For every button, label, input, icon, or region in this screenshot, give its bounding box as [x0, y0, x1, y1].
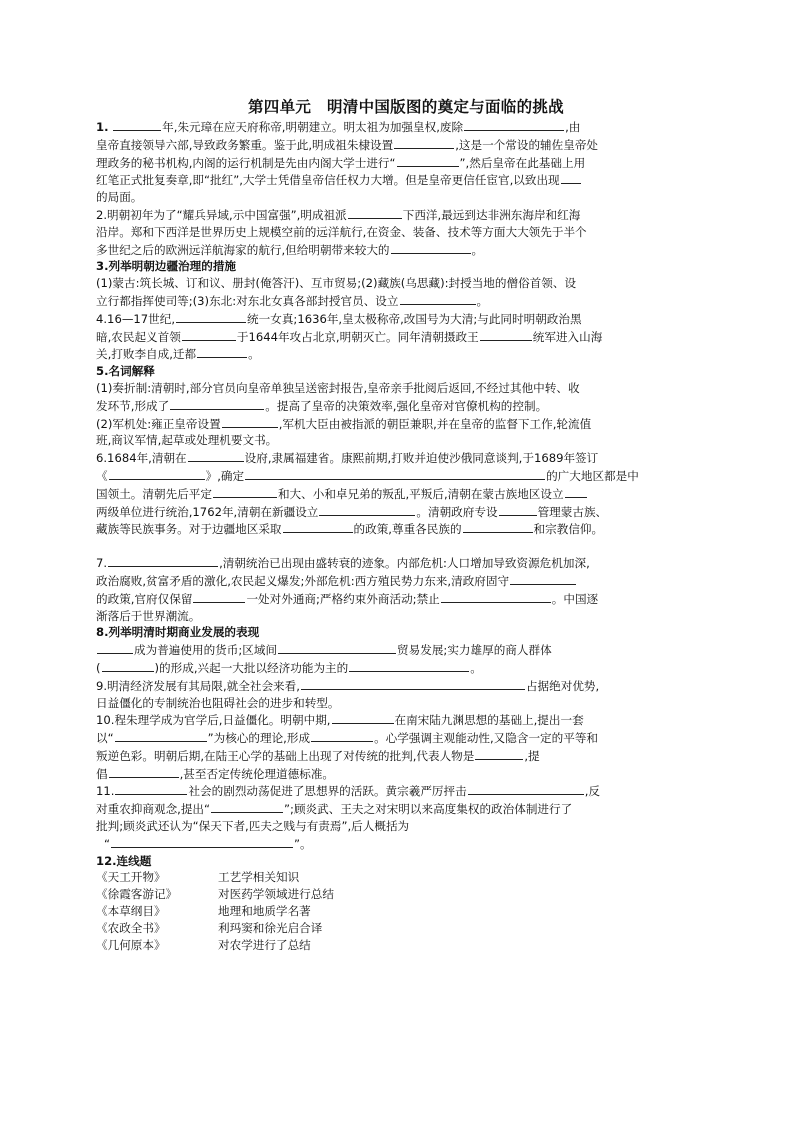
- q10-text: ,甚至否定传统伦理道德标准。: [179, 766, 335, 781]
- q9-text: 日益僵化的专制统治也阻碍社会的进步和转型。: [96, 695, 340, 710]
- q8-blank-2[interactable]: [278, 641, 396, 654]
- q3-text: 立行都指挥使司等;(3)东北:对东北女真各部封授官员、设立: [96, 293, 399, 308]
- q8-blank-1[interactable]: [97, 641, 133, 654]
- worksheet-page: [96, 96, 708, 953]
- q4-text: 4.16—17世纪,: [96, 311, 176, 326]
- q1-text: 红笔正式批复奏章,即“批红”,大学士凭借皇帝信任权力大增。但是皇帝更信任宦官,以致出现: [96, 173, 560, 188]
- q11-text: 对重农抑商观念,提出“: [96, 802, 211, 817]
- q1-blank-2[interactable]: [464, 118, 564, 131]
- q5-text: 。提高了皇帝的决策效率,强化皇帝对官僚机构的控制。: [265, 398, 548, 413]
- q6-text: 藏族等民族事务。对于边疆地区采取: [96, 522, 282, 537]
- q7-text: 7.: [96, 556, 108, 571]
- match-book[interactable]: 《徐霞客游记》: [96, 887, 178, 902]
- q9-text: 占据绝对优势,: [525, 678, 600, 693]
- q4-blank-4[interactable]: [197, 345, 247, 358]
- q4-blank-1[interactable]: [176, 310, 246, 323]
- q1-text: 理政务的秘书机构,内阁的运行机制是先由内阁大学士进行“: [96, 155, 396, 170]
- q1-text: 的局面。: [96, 190, 143, 205]
- q10-blank-5[interactable]: [109, 765, 179, 778]
- q11-text: 社会的剧烈动荡促进了思想界的活跃。黄宗羲严厉抨击: [188, 784, 467, 799]
- q6-text: 的政策,尊重各民族的: [353, 522, 462, 537]
- q3-blank-1[interactable]: [400, 292, 476, 305]
- match-row: [96, 903, 708, 920]
- q8-heading: 8.列举明清时期商业发展的表现: [96, 625, 260, 640]
- q6-text: 6.1684年,清朝在: [96, 451, 187, 466]
- q4-text: 关,打败李自成,迁都: [96, 347, 197, 362]
- question-4: [96, 310, 708, 363]
- q4-text: 。: [248, 347, 260, 362]
- q10-blank-4[interactable]: [475, 747, 523, 760]
- match-book[interactable]: 《天工开物》: [96, 870, 166, 885]
- q10-text: 在南宋陆九渊思想的基础上,提出一套: [394, 713, 584, 728]
- q5-text: (2)军机处:雍正皇帝设置: [96, 416, 221, 431]
- q11-text: ”;顾炎武、王夫之对宋明以来高度集权的政治体制进行了: [284, 802, 573, 817]
- q11-blank-2[interactable]: [468, 782, 584, 795]
- match-book[interactable]: 《农政全书》: [96, 920, 166, 935]
- q6-blank-8[interactable]: [283, 520, 353, 533]
- q3-text: 。: [476, 293, 489, 308]
- q6-blank-1[interactable]: [188, 449, 244, 462]
- q6-text: 和宗教信仰。: [533, 522, 604, 537]
- q11-blank-1[interactable]: [115, 782, 187, 795]
- q8-text: 。: [470, 660, 482, 675]
- q6-text: 管理蒙古族、: [537, 504, 608, 519]
- q6-blank-2[interactable]: [109, 467, 205, 480]
- match-book[interactable]: 《本草纲目》: [96, 904, 166, 919]
- q1-number: 1.: [96, 120, 109, 134]
- match-description[interactable]: 工艺学相关知识: [218, 870, 300, 885]
- q7-text: 一处对外通商;严格约束外商活动;禁止: [246, 591, 440, 606]
- q5-text: 发环节,形成了: [96, 398, 170, 413]
- q6-text: 》,确定: [205, 468, 245, 483]
- worksheet-body: [96, 118, 708, 953]
- question-7: [96, 554, 708, 624]
- q7-text: 政治腐败,贫富矛盾的激化,农民起义爆发;外部危机:西方殖民势力东来,清政府固守: [96, 573, 510, 588]
- q11-text: ,反: [584, 784, 600, 799]
- q6-text: 国领土。清朝先后平定: [96, 486, 212, 501]
- question-10: [96, 711, 708, 782]
- question-2: [96, 206, 708, 258]
- q1-text: 皇帝直接领导六部,导致政务繁重。鉴于此,明成祖朱棣设置: [96, 137, 394, 152]
- q5-text: 班,商议军情,起草或处理机要文书。: [96, 433, 278, 448]
- q12-heading: 12.连线题: [96, 853, 152, 868]
- match-description[interactable]: 利玛窦和徐光启合译: [218, 920, 323, 935]
- question-11: [96, 782, 708, 852]
- q8-text: )的形成,兴起一大批以经济功能为主的: [154, 660, 349, 675]
- q10-text: 叛逆色彩。明朝后期,在陆王心学的基础上出现了对传统的批判,代表人物是: [96, 748, 475, 763]
- q3-heading: 3.列举明朝边疆治理的措施: [96, 259, 237, 274]
- q11-text: “: [104, 836, 111, 851]
- q2-text: 下西洋,最远到达非洲东海岸和红海: [402, 207, 581, 222]
- question-3: [96, 258, 708, 309]
- q7-text: ,清朝统治已出现由盛转衰的迹象。内部危机:人口增加导致资源危机加深,: [219, 556, 590, 571]
- q4-blank-3[interactable]: [480, 328, 532, 341]
- q6-text: 。清朝政府专设: [416, 504, 498, 519]
- q4-blank-2[interactable]: [182, 328, 236, 341]
- question-8: [96, 624, 708, 676]
- q1-text: ”,然后皇帝在此基础上用: [459, 155, 586, 170]
- q7-text: 。中国逐: [551, 591, 599, 606]
- match-row: [96, 937, 708, 954]
- match-row: [96, 920, 708, 937]
- q10-text: 10.程朱理学成为官学后,日益僵化。明朝中期,: [96, 713, 331, 728]
- match-book[interactable]: 《几何原本》: [96, 937, 166, 952]
- q2-text: 2.明朝初年为了“耀兵异域,示中国富强”,明成祖派: [96, 207, 347, 222]
- q4-text: 统军进入山海: [532, 329, 603, 344]
- q11-blank-4[interactable]: [111, 835, 293, 848]
- q1-blank-5[interactable]: [561, 171, 581, 184]
- q11-blank-3[interactable]: [211, 800, 283, 813]
- q2-blank-2[interactable]: [391, 241, 471, 254]
- q10-text: ”为核心的理论,形成: [207, 731, 311, 746]
- q2-text: 多世纪之后的欧洲远洋航海家的航行,但给明朝带来较大的: [96, 242, 390, 257]
- match-row: [96, 886, 708, 903]
- q8-text: 贸易发展;实力雄厚的商人群体: [397, 643, 552, 658]
- q7-blank-4[interactable]: [441, 590, 551, 603]
- q9-blank-1[interactable]: [301, 677, 525, 690]
- q8-text: 成为普遍使用的货币;区域间: [134, 643, 278, 658]
- q7-text: 渐落后于世界潮流。: [96, 608, 201, 623]
- q10-text: ,提: [524, 748, 540, 763]
- q10-text: 倡: [96, 766, 108, 781]
- q6-text: 的广大地区都是中: [546, 468, 639, 483]
- q3-text: (1)蒙古:筑长城、订和议、册封(俺答汗)、互市贸易;(2)藏族(乌思藏):封授当地的僧俗首领、设: [96, 276, 577, 291]
- q2-blank-1[interactable]: [348, 206, 402, 219]
- page-title: 第四单元 明清中国版图的奠定与面临的挑战: [247, 98, 564, 116]
- q10-blank-2[interactable]: [115, 729, 207, 742]
- q7-blank-1[interactable]: [108, 554, 218, 567]
- question-12: [96, 853, 708, 954]
- q1-text: ,这是一个常设的辅佐皇帝处: [455, 137, 599, 152]
- q1-blank-1[interactable]: [113, 118, 161, 131]
- q8-blank-4[interactable]: [349, 659, 469, 672]
- q1-blank-3[interactable]: [394, 136, 454, 149]
- question-9: [96, 677, 708, 712]
- q11-text: ”。: [294, 836, 312, 851]
- q1-blank-4[interactable]: [397, 154, 459, 167]
- spacer: [96, 538, 708, 554]
- q1-text: ,由: [565, 120, 581, 134]
- q8-text: (: [96, 660, 101, 675]
- question-6: [96, 449, 708, 538]
- q2-text: 。: [471, 242, 484, 257]
- q1-text: 年,朱元璋在应天府称帝,明朝建立。明太祖为加强皇权,废除: [162, 120, 464, 134]
- match-row: [96, 869, 708, 886]
- q6-blank-9[interactable]: [463, 520, 533, 533]
- question-1: [96, 118, 708, 206]
- q6-blank-5[interactable]: [565, 485, 587, 498]
- q7-blank-3[interactable]: [193, 590, 245, 603]
- q6-blank-4[interactable]: [213, 485, 277, 498]
- q10-text: 以“: [96, 731, 114, 746]
- q6-text: 设府,隶属福建省。康熙前期,打败并迫使沙俄同意谈判,于1689年签订: [244, 451, 599, 466]
- q6-blank-6[interactable]: [319, 503, 415, 516]
- q6-text: 两级单位进行统治,1762年,清朝在新疆设立: [96, 504, 319, 519]
- q4-text: 统一女真;1636年,皇太极称帝,改国号为大清;与此同时明朝政治黑: [247, 311, 582, 326]
- question-5: [96, 363, 708, 449]
- q10-text: 。心学强调主观能动性,又隐含一定的平等和: [374, 731, 599, 746]
- q2-text: 沿岸。郑和下西洋是世界历史上规模空前的远洋航行,在资金、装备、技术等方面大大领先于半个: [96, 224, 587, 239]
- q10-blank-3[interactable]: [311, 729, 373, 742]
- q5-text: (1)奏折制:清朝时,部分官员向皇帝单独呈送密封报告,皇帝亲手批阅后返回,不经过其他中转、收: [96, 380, 580, 395]
- match-description[interactable]: 对农学进行了总结: [218, 937, 311, 952]
- match-description[interactable]: 地理和地质学名著: [218, 904, 311, 919]
- q5-blank-2[interactable]: [222, 415, 278, 428]
- q5-text: ,军机大臣由被指派的朝臣兼职,并在皇帝的监督下工作,轮流值: [278, 416, 592, 431]
- q6-text: 和大、小和卓兄弟的叛乱,平叛后,清朝在蒙古族地区设立: [277, 486, 564, 501]
- q9-text: 9.明清经济发展有其局限,就全社会来看,: [96, 678, 300, 693]
- q6-blank-3[interactable]: [245, 467, 545, 480]
- q7-text: 的政策,官府仅保留: [96, 591, 193, 606]
- q5-heading: 5.名词解释: [96, 364, 155, 379]
- q11-text: 11.: [96, 784, 115, 799]
- q6-blank-7[interactable]: [499, 503, 537, 516]
- match-description[interactable]: 对医药学领域进行总结: [218, 887, 334, 902]
- q5-blank-1[interactable]: [170, 397, 264, 410]
- q8-blank-3[interactable]: [102, 659, 154, 672]
- q4-text: 暗,农民起义首领: [96, 329, 181, 344]
- q6-text: 《: [96, 468, 108, 483]
- q11-text: 批判;顾炎武还认为“保天下者,匹夫之贱与有责焉”,后人概括为: [96, 819, 410, 834]
- q10-blank-1[interactable]: [332, 711, 394, 724]
- q4-text: 于1644年攻占北京,明朝灭亡。同年清朝摄政王: [236, 329, 479, 344]
- q7-blank-2[interactable]: [510, 572, 576, 585]
